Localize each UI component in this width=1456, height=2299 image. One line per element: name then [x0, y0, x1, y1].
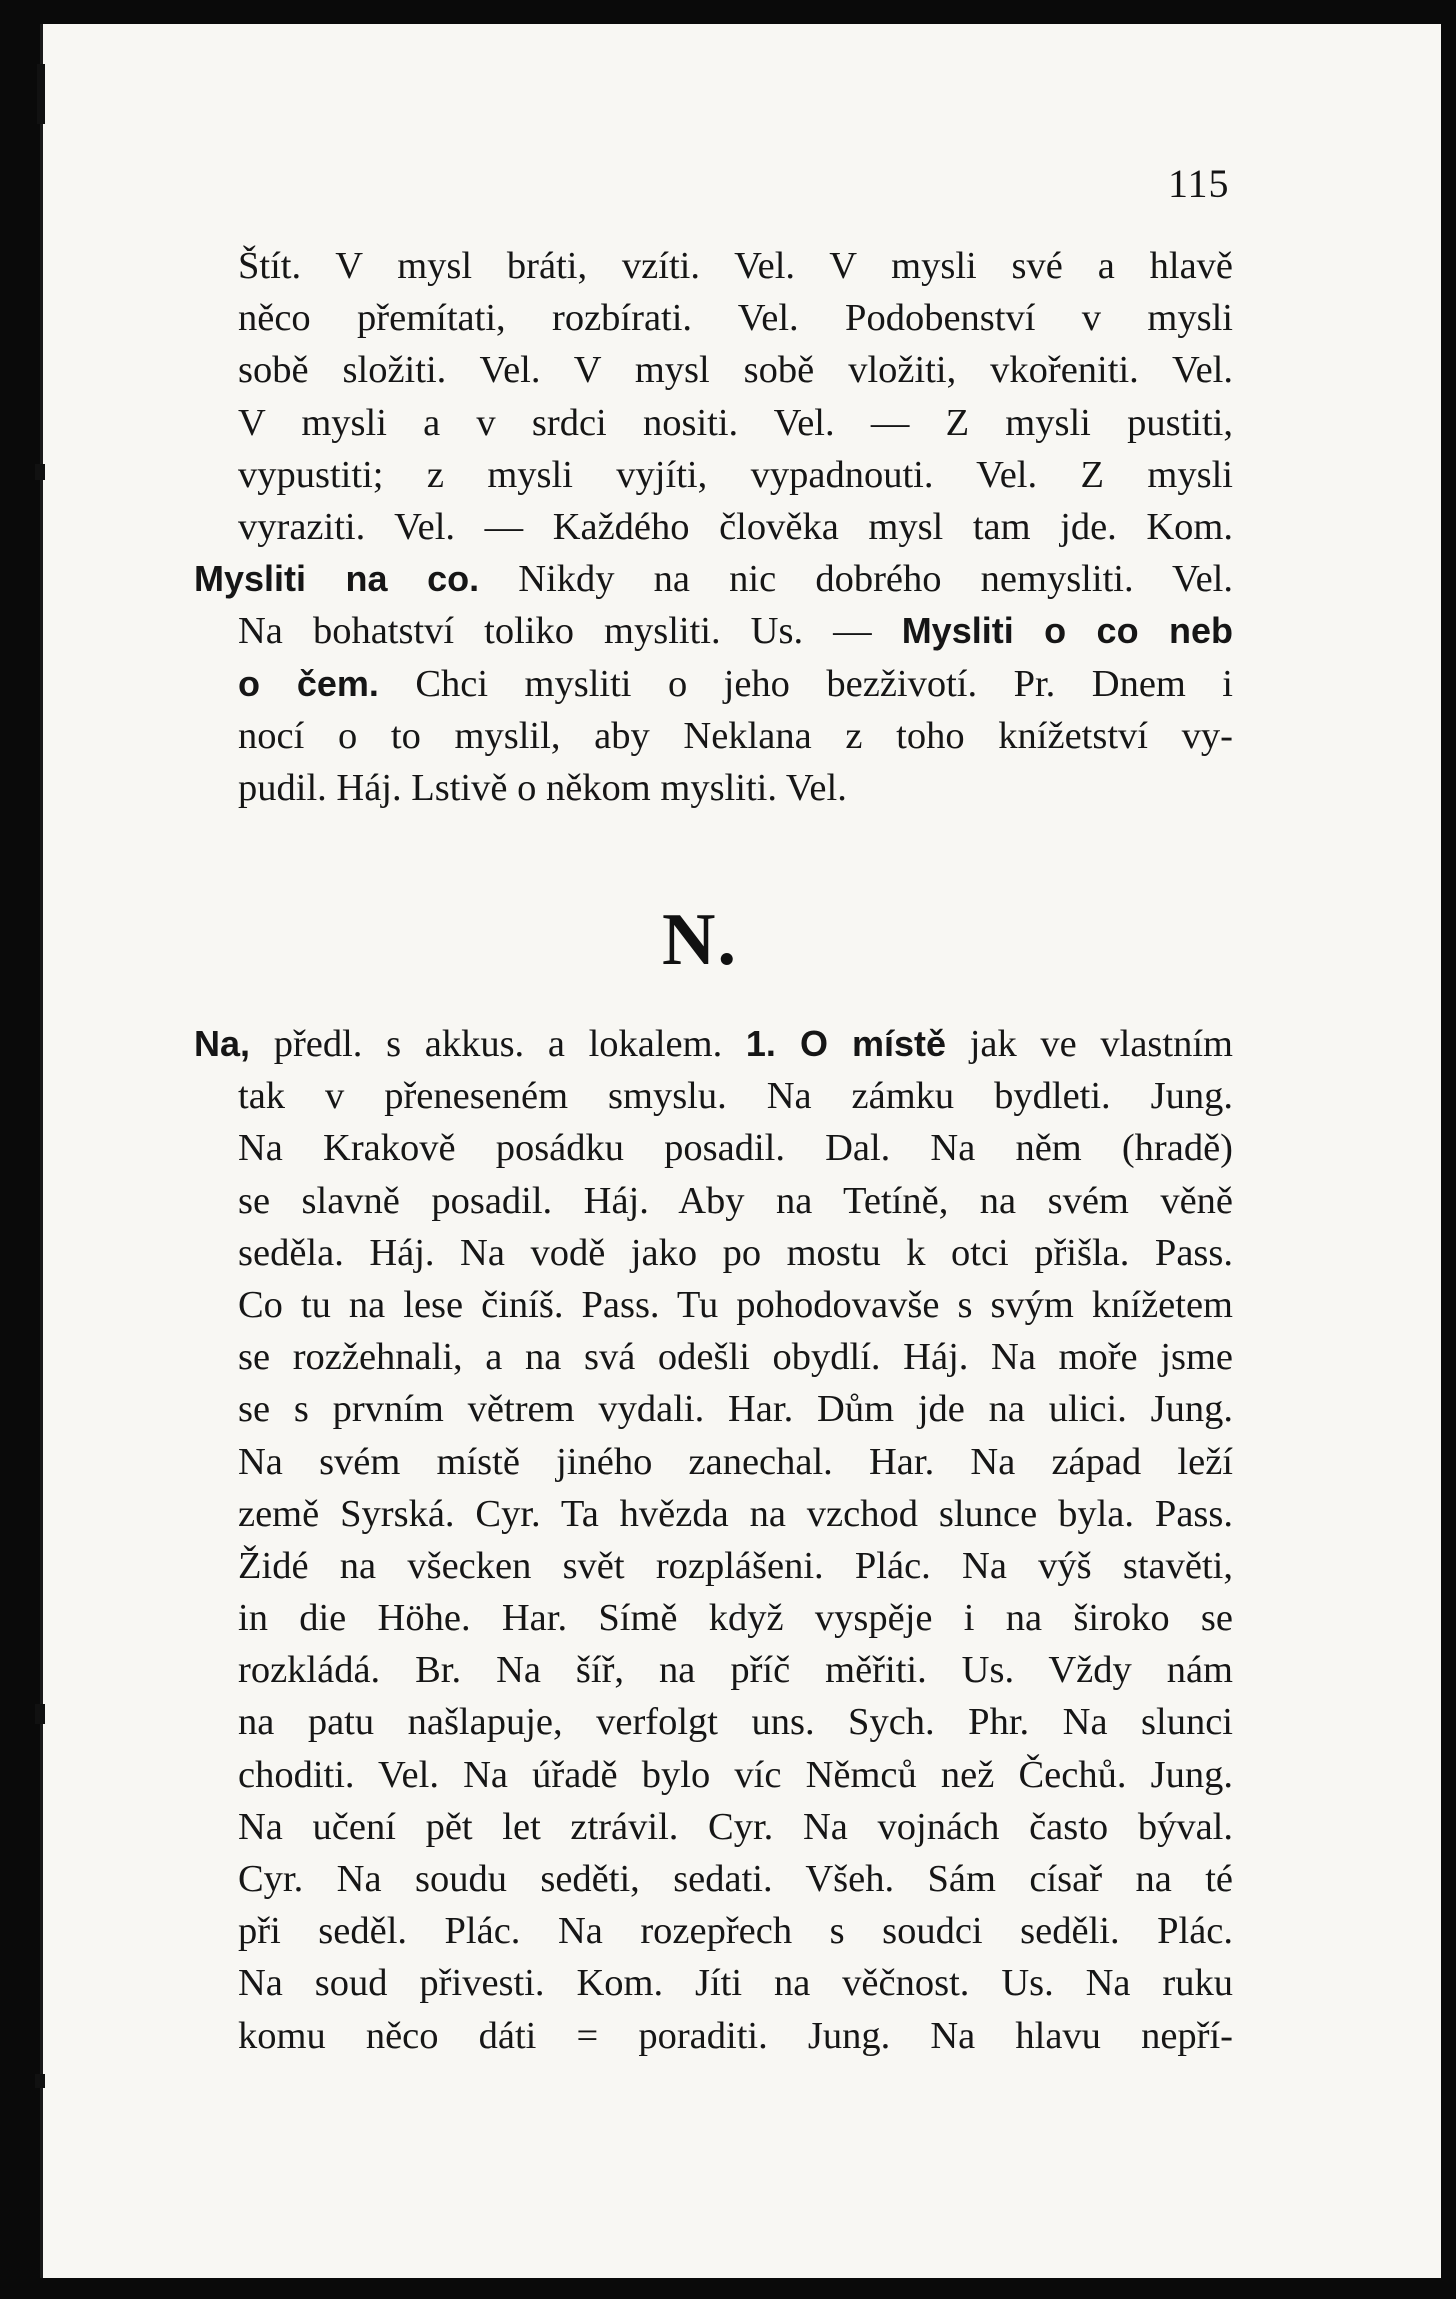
text-run: Nikdy na nic dobrého nemysliti. Vel.: [479, 558, 1233, 601]
text-line: při seděl. Plác. Na rozepřech s soudci seděli. Plác.: [238, 1910, 1233, 1953]
text-line: nocí o to myslil, aby Neklana z toho knížetství vy-: [238, 714, 1233, 757]
page-number: 115: [1168, 161, 1230, 206]
text-line: země Syrská. Cyr. Ta hvězda na vzchod slunce byla. Pass.: [238, 1492, 1233, 1535]
text-line: Na učení pět let ztrávil. Cyr. Na vojnách často býval.: [238, 1805, 1233, 1848]
text-line: tak v přeneseném smyslu. Na zámku bydleti. Jung.: [238, 1075, 1233, 1118]
text-line: choditi. Vel. Na úřadě bylo víc Němců než Čechů. Jung.: [238, 1753, 1233, 1796]
subheadword-o-cem: o čem.: [238, 662, 379, 704]
text-line: komu něco dáti = poraditi. Jung. Na hlavu nepří-: [238, 2014, 1233, 2057]
binding-mark-top: [37, 64, 45, 124]
headword-mysliti: Mysliti na co.: [194, 558, 480, 600]
text-line: sobě složiti. Vel. V mysl sobě vložiti, vkořeniti. Vel.: [238, 349, 1233, 392]
text-line: Štít. V mysl bráti, vzíti. Vel. V mysli své a hlavě: [238, 245, 1233, 287]
text-line: se slavně posadil. Háj. Aby na Tetíně, na svém věně: [238, 1179, 1233, 1222]
entry-mysliti-line: [194, 553, 1233, 605]
text-line: něco přemítati, rozbírati. Vel. Podobenství v mysli: [238, 297, 1233, 340]
subheadword-mysliti-o: Mysliti o co neb: [901, 610, 1233, 652]
text-line: Co tu na lese činíš. Pass. Tu pohodovavše s svým knížetem: [238, 1283, 1233, 1326]
text-line: Na svém místě jiného zanechal. Har. Na západ leží: [238, 1440, 1233, 1483]
binding-mark-middle: [35, 464, 45, 480]
entry-mysl-continuation: [194, 240, 1234, 814]
text-line: pudil. Háj. Lstivě o někom mysliti. Vel.: [238, 766, 847, 809]
text-line: seděla. Háj. Na vodě jako po mostu k otci přišla. Pass.: [238, 1231, 1233, 1274]
text-line: Na Krakově posádku posadil. Dal. Na něm (hradě): [238, 1127, 1233, 1170]
text-run: předl. s akkus. a lokalem.: [250, 1023, 746, 1065]
sense-number: 1. O místě: [745, 1023, 947, 1064]
binding-mark-bottom: [35, 2074, 45, 2088]
text-line: se s prvním větrem vydali. Har. Dům jde na ulici. Jung.: [238, 1388, 1233, 1431]
text-run: Chci mysliti o jeho bezživotí. Pr. Dnem i: [378, 662, 1234, 705]
binding-mark-lower: [35, 1704, 45, 1724]
entry-na: [194, 1018, 1234, 2062]
text-line: V mysli a v srdci nositi. Vel. — Z mysli pustiti,: [238, 401, 1233, 444]
text-line: vyraziti. Vel. — Každého člověka mysl tam jde. Kom.: [238, 505, 1233, 548]
text-line: rozkládá. Br. Na šíř, na příč měřiti. Us. Vždy nám: [238, 1649, 1233, 1692]
text-line: [238, 658, 1233, 710]
text-line: na patu našlapuje, verfolgt uns. Sych. Phr. Na slunci: [238, 1701, 1233, 1744]
text-run: jak ve vlastním: [946, 1023, 1234, 1065]
headword-na: Na,: [194, 1023, 251, 1064]
text-line: vypustiti; z mysli vyjíti, vypadnouti. Vel. Z mysli: [238, 453, 1233, 496]
text-line: [238, 605, 1233, 657]
text-line: in die Höhe. Har. Símě když vyspěje i na široko se: [238, 1597, 1233, 1640]
text-line: Cyr. Na soudu seděti, sedati. Všeh. Sám císař na té: [238, 1858, 1233, 1900]
text-line: Na soud přivesti. Kom. Jíti na věčnost. Us. Na ruku: [238, 1962, 1233, 2005]
section-heading: N.: [662, 899, 738, 981]
text-run: Na bohatství toliko mysliti. Us. —: [238, 610, 902, 653]
text-line: se rozžehnali, a na svá odešli obydlí. Háj. Na moře jsme: [238, 1336, 1233, 1379]
text-line: Židé na všecken svět rozplášeni. Plác. Na výš stavěti,: [238, 1544, 1233, 1587]
entry-na-line: [194, 1018, 1233, 1070]
